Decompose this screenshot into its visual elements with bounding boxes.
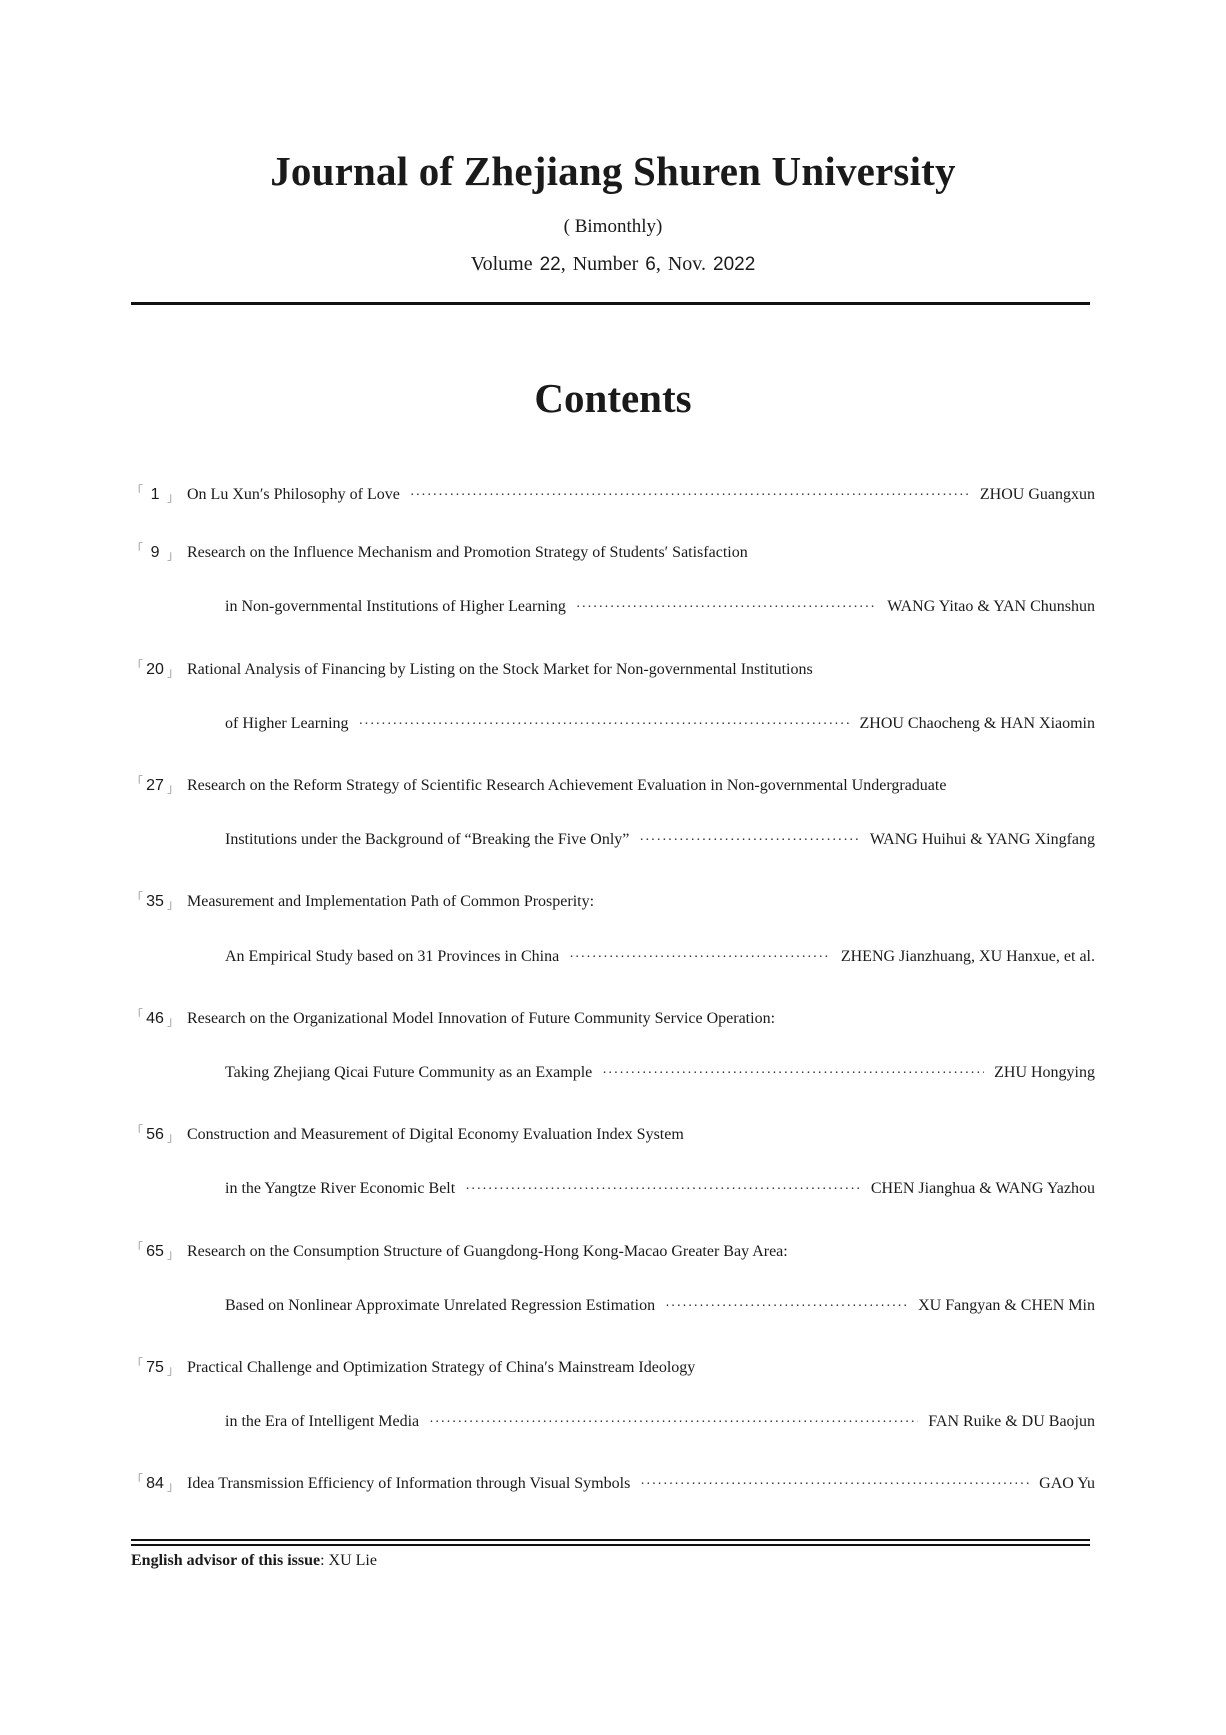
toc-page-number	[131, 773, 187, 796]
toc-author: ZHOU Chaocheng & HAN Xiaomin	[859, 715, 1095, 732]
volume-label: Volume	[470, 253, 533, 275]
dot-leader	[639, 833, 859, 849]
toc-title: Practical Challenge and Optimization Strategy of China′s Mainstream Ideology	[187, 1359, 696, 1376]
toc-entry-continuation	[225, 715, 1095, 741]
dot-leader	[410, 488, 970, 504]
toc-title: Research on the Influence Mechanism and Promotion Strategy of Students′ Satisfaction	[187, 544, 748, 561]
bracket-close: 」	[167, 665, 180, 679]
toc-author: CHEN Jianghua & WANG Yazhou	[870, 1180, 1095, 1197]
bracket-open: 「	[131, 542, 144, 556]
bracket-open: 「	[131, 1241, 144, 1255]
page-number-value: 65	[146, 1243, 164, 1260]
toc-author: XU Fangyan & CHEN Min	[918, 1297, 1095, 1314]
page-number-value: 56	[146, 1126, 164, 1143]
footer-rule-upper	[131, 1539, 1090, 1541]
english-advisor-note	[131, 1552, 377, 1570]
page-number-value: 9	[150, 544, 160, 561]
toc-title: in Non-governmental Institutions of Higher Learning	[225, 598, 566, 615]
page-number-value: 75	[146, 1359, 164, 1376]
bracket-close: 」	[167, 548, 180, 562]
toc-title: Idea Transmission Efficiency of Information through Visual Symbols	[187, 1475, 631, 1492]
journal-title: Journal of Zhejiang Shuren University	[270, 148, 956, 194]
bracket-open: 「	[131, 891, 144, 905]
toc-entry-continuation	[225, 948, 1095, 974]
advisor-name: XU Lie	[328, 1552, 377, 1569]
dot-leader	[569, 950, 831, 966]
toc-page-number	[131, 1355, 187, 1378]
frequency: ( Bimonthly)	[563, 216, 663, 237]
toc-entry	[131, 889, 1095, 915]
toc-entry	[131, 1122, 1095, 1148]
page-number-value: 1	[150, 486, 160, 503]
toc-author: ZHU Hongying	[994, 1064, 1095, 1081]
toc-author: GAO Yu	[1039, 1475, 1095, 1492]
advisor-separator: :	[320, 1552, 325, 1569]
dot-leader	[665, 1299, 908, 1315]
toc-title: Research on the Reform Strategy of Scientific Research Achievement Evaluation in Non-governmental Undergraduate	[187, 777, 947, 794]
bracket-open: 「	[131, 659, 144, 673]
page-number-value: 27	[146, 777, 164, 794]
toc-page-number	[131, 1122, 187, 1145]
toc-entry	[131, 657, 1095, 683]
page-number-value: 35	[146, 893, 164, 910]
toc-title: Research on the Consumption Structure of Guangdong-Hong Kong-Macao Greater Bay Area:	[187, 1243, 788, 1260]
dot-leader	[465, 1182, 861, 1198]
dot-leader	[359, 717, 850, 733]
footer-rule-lower	[131, 1544, 1090, 1546]
bracket-close: 」	[167, 1130, 180, 1144]
toc-entry	[131, 773, 1095, 799]
toc-entry-continuation	[225, 1064, 1095, 1090]
toc-page-number	[131, 540, 187, 563]
toc-page-number	[131, 889, 187, 912]
toc-title: An Empirical Study based on 31 Provinces in China	[225, 948, 560, 965]
dot-leader	[429, 1415, 918, 1431]
toc-title: of Higher Learning	[225, 715, 349, 732]
header-rule	[131, 302, 1090, 305]
toc-entry-continuation	[225, 1297, 1095, 1323]
toc-page-number	[131, 482, 187, 505]
toc-author: ZHENG Jianzhuang, XU Hanxue, et al.	[840, 948, 1095, 965]
bracket-open: 「	[131, 775, 144, 789]
issue-month: Nov.	[667, 253, 706, 275]
bracket-close: 」	[167, 1247, 180, 1261]
page-number-value: 20	[146, 661, 164, 678]
page-number-value: 84	[146, 1475, 164, 1492]
number-label: Number	[572, 253, 639, 275]
toc-title: in the Yangtze River Economic Belt	[225, 1180, 456, 1197]
toc-page-number	[131, 1471, 187, 1494]
bracket-close: 」	[167, 1363, 180, 1377]
advisor-label: English advisor of this issue	[131, 1552, 321, 1569]
toc-title: On Lu Xun′s Philosophy of Love	[187, 486, 400, 503]
toc-title: Based on Nonlinear Approximate Unrelated Regression Estimation	[225, 1297, 656, 1314]
bracket-close: 」	[167, 897, 180, 911]
issue-number: 6	[645, 254, 656, 275]
toc-entry	[131, 1239, 1095, 1265]
bracket-close: 」	[167, 781, 180, 795]
toc-entry	[131, 482, 1095, 508]
contents-heading: Contents	[534, 375, 692, 421]
bracket-close: 」	[167, 1479, 180, 1493]
toc-page-number	[131, 1006, 187, 1029]
toc-title: Measurement and Implementation Path of Common Prosperity:	[187, 893, 595, 910]
dot-leader	[640, 1477, 1029, 1493]
bracket-open: 「	[131, 1473, 144, 1487]
toc-entry	[131, 1471, 1095, 1497]
toc-entry	[131, 540, 1095, 566]
bracket-open: 「	[131, 1008, 144, 1022]
toc-author: WANG Huihui & YANG Xingfang	[869, 831, 1095, 848]
bracket-close: 」	[167, 1014, 180, 1028]
toc-author: WANG Yitao & YAN Chunshun	[887, 598, 1095, 615]
toc-page-number	[131, 657, 187, 680]
toc-author: FAN Ruike & DU Baojun	[928, 1413, 1095, 1430]
toc-title: Construction and Measurement of Digital Economy Evaluation Index System	[187, 1126, 684, 1143]
toc-title: Research on the Organizational Model Innovation of Future Community Service Operation:	[187, 1010, 776, 1027]
volume-number: 22	[539, 254, 561, 275]
bracket-open: 「	[131, 1124, 144, 1138]
volume-line: Volume 22, Number 6, Nov. 2022	[470, 253, 756, 275]
bracket-open: 「	[131, 1357, 144, 1371]
dot-leader	[576, 600, 877, 616]
toc-title: Taking Zhejiang Qicai Future Community as an Example	[225, 1064, 593, 1081]
toc-entry-continuation	[225, 1413, 1095, 1439]
toc-title: in the Era of Intelligent Media	[225, 1413, 420, 1430]
toc-author: ZHOU Guangxun	[979, 486, 1095, 503]
toc-entry-continuation	[225, 1180, 1095, 1206]
toc-entry	[131, 1006, 1095, 1032]
page-number-value: 46	[146, 1010, 164, 1027]
toc-title: Rational Analysis of Financing by Listing on the Stock Market for Non-governmental Institutions	[187, 661, 813, 678]
toc-entry	[131, 1355, 1095, 1381]
toc-entry-continuation	[225, 831, 1095, 857]
toc-entry-continuation	[225, 598, 1095, 624]
bracket-open: 「	[131, 484, 144, 498]
bracket-close: 」	[167, 490, 180, 504]
toc-page-number	[131, 1239, 187, 1262]
dot-leader	[602, 1066, 984, 1082]
toc-title: Institutions under the Background of “Breaking the Five Only”	[225, 831, 630, 848]
issue-year: 2022	[713, 254, 756, 275]
